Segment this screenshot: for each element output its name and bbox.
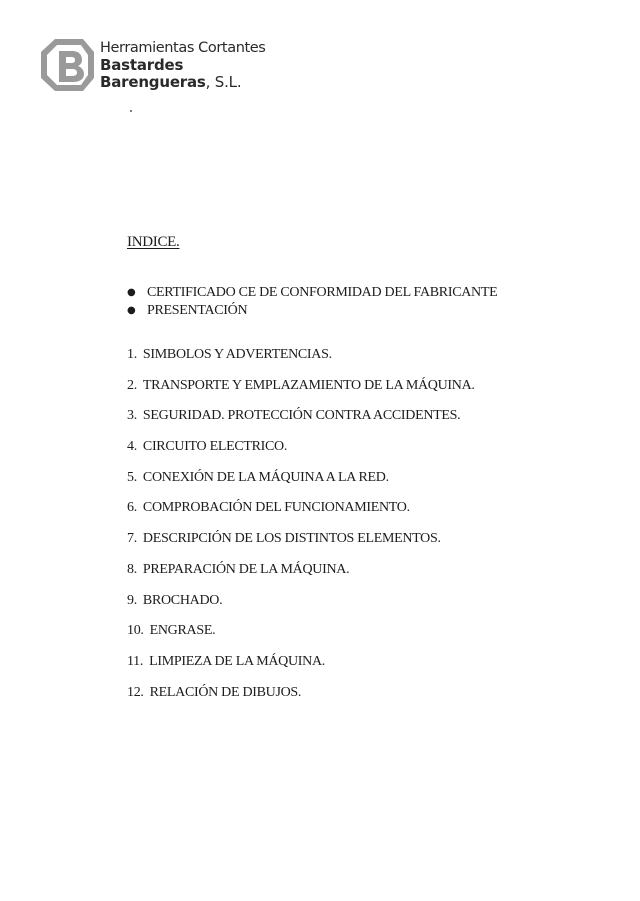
toc-number: 8. <box>127 561 137 577</box>
toc-number: 12. <box>127 684 144 700</box>
toc-number: 2. <box>127 377 137 393</box>
toc-text: SEGURIDAD. PROTECCIÓN CONTRA ACCIDENTES. <box>142 408 461 424</box>
toc-item <box>127 470 475 501</box>
toc-number: 3. <box>127 408 137 424</box>
toc-item <box>127 685 475 716</box>
company-name <box>100 40 265 91</box>
company-line-3-name: Barengueras <box>100 73 206 91</box>
toc-number: 1. <box>127 347 137 362</box>
toc-item <box>127 623 475 654</box>
toc-number: 5. <box>127 469 137 485</box>
toc-number: 7. <box>127 531 137 547</box>
company-line-1: Herramientas Cortantes <box>100 40 266 56</box>
table-of-contents <box>127 347 475 715</box>
toc-text: DESCRIPCIÓN DE LOS DISTINTOS ELEMENTOS. <box>142 531 441 547</box>
toc-item <box>127 378 475 409</box>
bullet-text: CERTIFICADO CE DE CONFORMIDAD DEL FABRICANTE <box>147 285 498 300</box>
toc-item <box>127 347 475 378</box>
toc-number: 9. <box>127 592 137 608</box>
toc-item <box>127 593 475 624</box>
toc-item <box>127 439 475 470</box>
toc-item <box>127 562 475 593</box>
toc-text: PREPARACIÓN DE LA MÁQUINA. <box>142 561 350 577</box>
company-suffix: , S.L. <box>205 73 242 91</box>
toc-text: COMPROBACIÓN DEL FUNCIONAMIENTO. <box>142 500 410 516</box>
toc-item <box>127 531 475 562</box>
toc-text: ENGRASE. <box>149 623 216 639</box>
bullet-list <box>127 284 497 320</box>
bullet-icon: ● <box>127 287 136 298</box>
toc-item <box>127 654 475 685</box>
toc-text: BROCHADO. <box>142 592 223 608</box>
letterhead <box>38 36 358 106</box>
toc-item <box>127 500 475 531</box>
scan-speck <box>130 110 132 112</box>
toc-item <box>127 408 475 439</box>
index-title: INDICE. <box>127 234 180 250</box>
bullet-text: PRESENTACIÓN <box>147 303 248 318</box>
toc-text: CONEXIÓN DE LA MÁQUINA A LA RED. <box>142 469 389 485</box>
toc-text: CIRCUITO ELECTRICO. <box>142 439 288 455</box>
bullet-item <box>127 302 497 320</box>
toc-number: 6. <box>127 500 137 516</box>
toc-text: TRANSPORTE Y EMPLAZAMIENTO DE LA MÁQUINA. <box>142 377 475 393</box>
toc-text: SIMBOLOS Y ADVERTENCIAS. <box>142 347 332 362</box>
toc-text: LIMPIEZA DE LA MÁQUINA. <box>149 653 325 669</box>
toc-number: 10. <box>127 623 144 639</box>
bullet-icon: ● <box>127 305 136 316</box>
company-logo <box>38 36 96 94</box>
company-line-3 <box>100 74 265 91</box>
bullet-item <box>127 284 497 302</box>
toc-number: 4. <box>127 439 137 455</box>
company-line-2: Bastardes <box>100 56 184 74</box>
toc-text: RELACIÓN DE DIBUJOS. <box>149 684 302 700</box>
toc-number: 11. <box>127 653 144 669</box>
